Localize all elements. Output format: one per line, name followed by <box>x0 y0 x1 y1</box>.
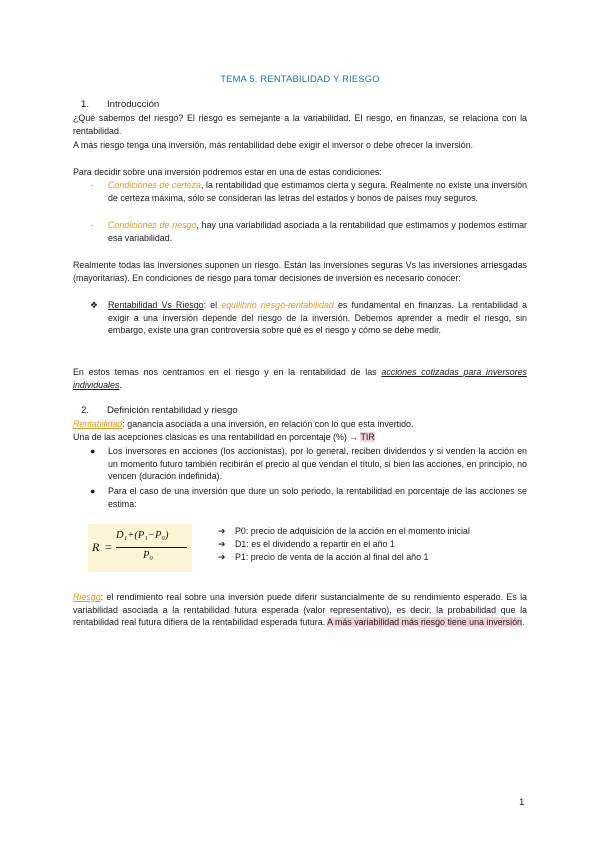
term-equilibrio: equilibrio riesgo-rentabilidad <box>221 300 334 310</box>
rent-text: : ganancia asociada a una inversión, en relación con lo que esta invertido. <box>122 419 414 429</box>
formula-numerator: D₁+(P₁−P₀) <box>116 530 169 541</box>
term-riesgo-def: Riesgo <box>73 592 101 602</box>
formula-denominator: P₀ <box>143 550 154 561</box>
bullet-dot-icon: ● <box>90 446 96 456</box>
bullet-un-periodo <box>90 485 527 510</box>
riesgo-highlight: A más variabilidad más riesgo tiene una inversión <box>327 617 522 628</box>
list-item-certeza <box>90 179 527 204</box>
section-2-heading <box>81 405 381 417</box>
p5-end: . <box>119 379 122 390</box>
paragraph-acciones-cotizadas <box>73 366 527 391</box>
riesgo-text: : el rendimiento real sobre una inversión puede diferir sustancialmente de su rendimiento esperado. Es la variabilidad asociada a la rentabilidad futura esperada (valor representativo), es decir, la probabilidad que la rentabilidad real futura difiera de la rentabilidad esperada futura. <box>73 592 527 628</box>
paragraph-mas-riesgo: A más riesgo tenga una inversión, más rentabilidad debe exigir el inversor o debe ofrecer la inversión. <box>73 140 474 150</box>
section-1-heading <box>81 99 381 111</box>
section-title: Introducción <box>107 99 160 110</box>
page-number: 1 <box>519 797 525 808</box>
paragraph-condiciones: Para decidir sobre una inversión podremos estar en una de estas condiciones: <box>73 167 382 177</box>
certeza-text: , la rentabilidad que estimamos cierta y segura. Realmente no existe una inversión de certeza máxima, sólo se consideran las letras del estados y bonos de países muy seguros. <box>108 180 527 203</box>
section-number: 1. <box>81 99 90 110</box>
dash-marker: - <box>90 220 93 230</box>
rr-text: es fundamental en finanzas. La rentabilidad a exigir a una inversión depende del riesgo de la inversión. Debemos aprender a medir el riesgo, sin embargo, existe una gran controversia sobre qué es el riesgo y cómo se debe medir. <box>108 300 527 336</box>
rentabilidad-formula <box>88 524 192 572</box>
paragraph-riesgo-intro: ¿Qué sabemos del riesgo? El riesgo es semejante a la variabilidad. El riesgo, en finanzas, se relaciona con la rentabilidad. <box>73 113 527 136</box>
definition-text: D1: es el dividendo a repartir en el año 1 <box>235 539 395 549</box>
arrow-icon: ➔ <box>218 526 226 536</box>
paragraph-rentabilidad-def <box>73 418 527 431</box>
arrow-icon: ➔ <box>218 552 226 562</box>
tir-highlight: TIR <box>360 432 375 442</box>
definition-text: P0: precio de adquisición de la acción en el momento inicial <box>235 526 470 536</box>
term-riesgo: Condiciones de riesgo <box>108 220 197 230</box>
acep-text: Una de las acepciones clásicas es una rentabilidad en porcentaje (%) → <box>73 432 361 442</box>
paragraph-inversiones: Realmente todas las inversiones suponen un riesgo. Están las inversiones seguras Vs las inversiones arriesgadas (mayoritarias). En condiciones de riesgo para tomar decisiones de inversión es necesario conocer: <box>73 260 527 283</box>
formula-equals: = <box>105 540 112 554</box>
section-title: Definición rentabilidad y riesgo <box>107 405 238 416</box>
term-rentabilidad: Rentabilidad <box>73 419 123 429</box>
list-item-riesgo <box>90 219 527 244</box>
list-item-rentabilidad-vs-riesgo <box>90 299 527 337</box>
riesgo-cond-text: , hay una variabilidad asociada a la rentabilidad que estimamos y podemos estimar esa variabilidad. <box>108 220 527 243</box>
riesgo-end: . <box>521 617 525 628</box>
paragraph-acepciones <box>73 431 527 444</box>
diamond-bullet-icon: ❖ <box>90 300 98 310</box>
bullet-inversores <box>90 445 527 483</box>
term-certeza: Condiciones de certeza <box>108 180 201 190</box>
arrow-icon: ➔ <box>218 539 226 549</box>
definition-text: P1: precio de venta de la acción al final del año 1 <box>235 552 429 562</box>
section-number: 2. <box>81 405 90 416</box>
dash-marker: - <box>90 180 93 190</box>
formula-lhs: R <box>92 540 100 554</box>
paragraph-riesgo-def <box>73 591 527 629</box>
p5-start: En estos temas nos centramos en el riesgo y en la rentabilidad de las <box>73 367 382 377</box>
fraction-bar <box>116 547 187 548</box>
rr-colon: : el <box>203 300 222 310</box>
acciones-cotizadas-link: acciones cotizadas para inversores individuales <box>73 367 527 390</box>
page-title: TEMA 5. RENTABILIDAD Y RIESGO <box>220 73 380 84</box>
term-rentabilidad-vs-riesgo: Rentabilidad Vs Riesgo <box>108 300 204 310</box>
bullet-text: Los inversores en acciones (los accionistas), por lo general, reciben dividendos y si venden la acción en un momento futuro también recibirán el precio al que vendan el título, si bien las acciones, en principio, no vencen (duración indefinida). <box>108 446 527 482</box>
bullet-text: Para el caso de una inversión que dure un solo periodo, la rentabilidad en porcentaje de las acciones se estima: <box>108 486 527 509</box>
bullet-dot-icon: ● <box>90 486 96 496</box>
